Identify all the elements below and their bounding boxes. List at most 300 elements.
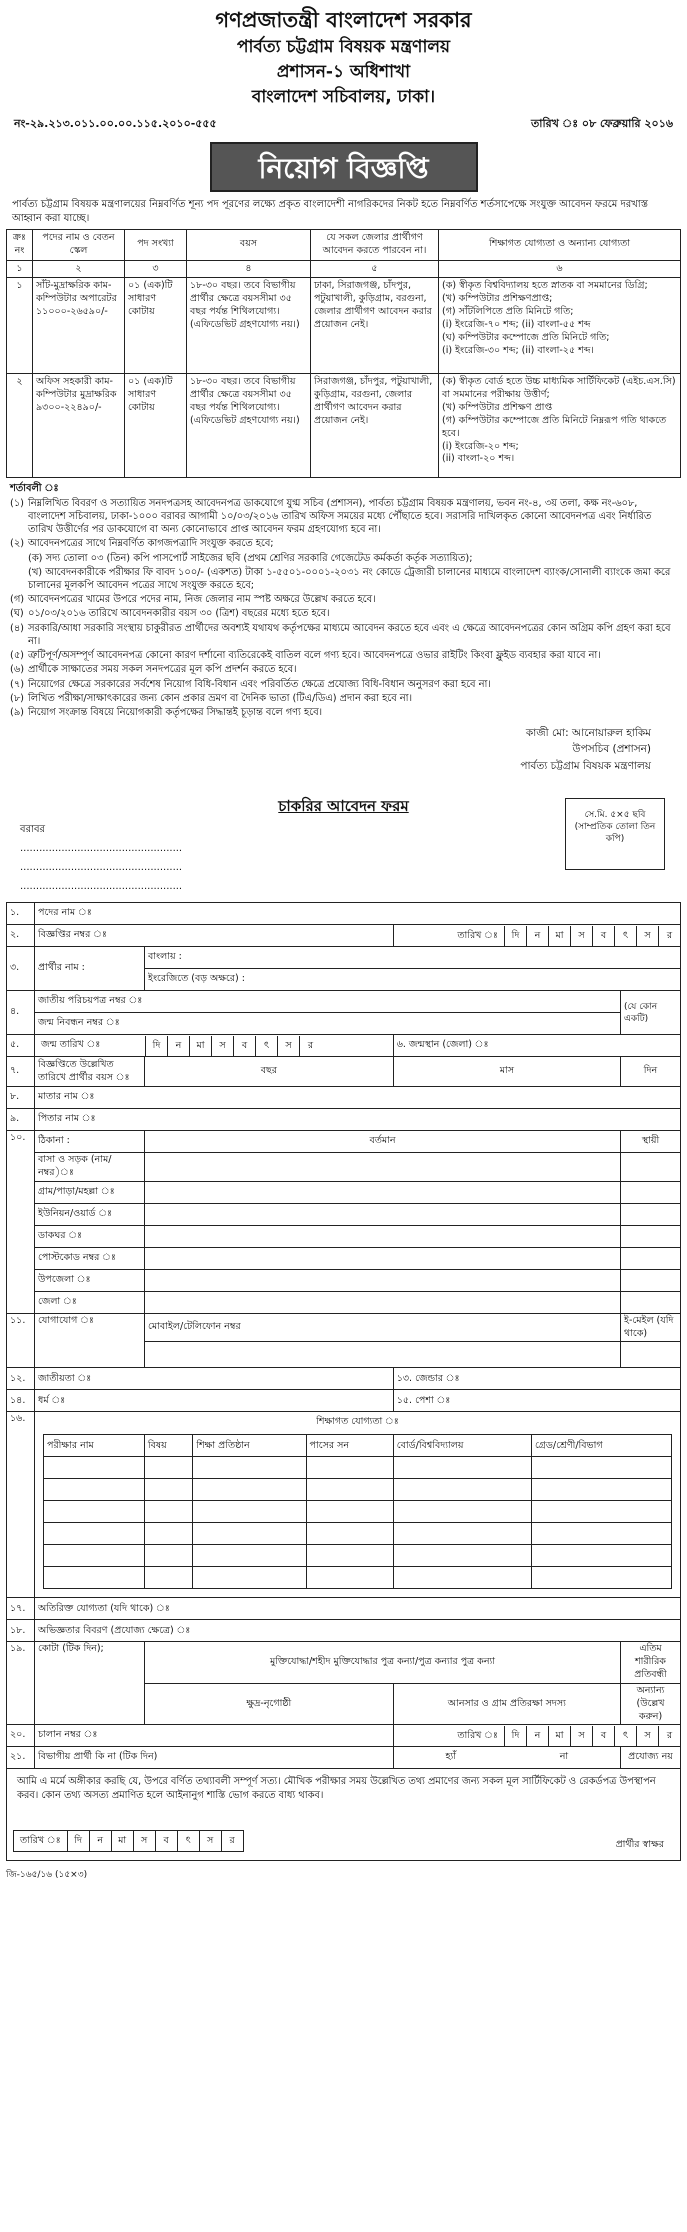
addressee-line[interactable]: ................................................... [20, 843, 183, 855]
qualification-line: (i) ইংরেজি-৭০ শব্দ; (ii) বাংলা-৫৫ শব্দ [442, 318, 591, 330]
term-number: (২) [10, 538, 25, 550]
address-line-row [7, 1225, 681, 1247]
departmental-label: বিভাগীয় প্রার্থী কি না (টিক দিন) [35, 1747, 394, 1769]
religion-field[interactable]: ধর্ম ঃ [35, 1390, 394, 1412]
term-item [10, 692, 677, 705]
term-text: ০১/০৩/২০১৬ তারিখে আবেদনকারীর বয়স ৩০ (ত্রিশ) বছরের মধ্যে হতে হবে। [28, 608, 330, 620]
name-bangla-field[interactable]: বাংলায় : [145, 947, 681, 969]
date-box[interactable]: স [636, 926, 658, 946]
present-address-cell[interactable] [145, 1203, 621, 1225]
term-item [10, 552, 677, 565]
option-yes[interactable]: হ্যাঁ [445, 1751, 457, 1763]
date-box[interactable]: ন [526, 1726, 548, 1746]
address-line-row [7, 1247, 681, 1269]
qualification-line: (i) ইংরেজি-২০ শব্দ; [442, 440, 519, 452]
education-header-row [44, 1435, 672, 1457]
email-header: ই-মেইল (যদি থাকে) [621, 1313, 681, 1342]
gender-field[interactable] [393, 1368, 680, 1390]
date-box[interactable]: স [277, 1036, 299, 1056]
education-cell-input[interactable] [193, 1501, 306, 1523]
ministry-name: পার্বত্য চট্টগ্রাম বিষয়ক মন্ত্রণালয় [236, 37, 451, 58]
education-cell-input[interactable] [531, 1479, 671, 1501]
birthplace-field[interactable]: ৬. জন্মস্থান (জেলা) ঃ [393, 1035, 680, 1057]
term-item [10, 649, 677, 662]
email-field[interactable] [621, 1342, 681, 1368]
date-box[interactable]: ৎ [614, 926, 636, 946]
education-cell-input[interactable] [393, 1523, 531, 1545]
address-line-label: পোস্টকোড নম্বর ঃ [35, 1247, 145, 1269]
form-row-circular [7, 925, 681, 947]
row-number: ১০. [7, 1131, 35, 1314]
declaration-cell [7, 1769, 681, 1860]
col-number: ৬ [439, 260, 681, 278]
post-name-field[interactable]: পদের নাম ঃ [35, 903, 681, 925]
row-number: ১৪. [7, 1390, 35, 1412]
row-number: ১. [7, 903, 35, 925]
signatory-name: কাজী মো: আনোয়ারুল হাকিম [525, 727, 651, 740]
row-number: ৯. [7, 1109, 35, 1131]
office-location: বাংলাদেশ সচিবালয়, ঢাকা। [251, 87, 436, 108]
footer-code: জি-১৬৫/১৬ (১৫×৩) [6, 1869, 88, 1880]
form-row-address-head [7, 1131, 681, 1153]
term-number: (৮) [10, 692, 25, 704]
form-row-challan [7, 1725, 681, 1747]
date-box[interactable]: স [211, 1036, 233, 1056]
vacancy-number-row [7, 260, 681, 278]
term-text: ত্রুটিপূর্ণ/অসম্পূর্ণ আবেদনপত্র কোনো কারণ দর্শানো ব্যতিরেকেই বাতিল বলে গণ্য হবে। আবেদনপত্রে ওভার রাইটিং কিংবা ফ্লুইড ব্যবহার করা যাবে না। [28, 650, 601, 662]
date-boxes [394, 926, 680, 946]
education-cell-input[interactable] [144, 1523, 192, 1545]
col-serial: ক্রঃ নং [7, 230, 33, 261]
quota-label: কোটা (টিক দিন); [35, 1642, 145, 1725]
row-number: ১৫. [396, 1394, 413, 1406]
education-row [44, 1479, 672, 1501]
education-cell-input[interactable] [531, 1501, 671, 1523]
date-box[interactable]: মা [111, 1831, 133, 1851]
addressee-label: বরাবর [20, 824, 46, 836]
education-cell-input[interactable] [306, 1567, 393, 1589]
address-line-row [7, 1269, 681, 1291]
term-item [10, 497, 677, 537]
term-number [10, 566, 28, 592]
experience-field[interactable]: অভিজ্ঞতার বিবরণ (প্রযোজ্য ক্ষেত্রে) ঃ [35, 1620, 681, 1642]
education-cell-input[interactable] [531, 1567, 671, 1589]
applicant-signature[interactable]: প্রার্থীর স্বাক্ষর [615, 1838, 664, 1850]
term-number: (৯) [10, 706, 25, 718]
reference-row [6, 117, 681, 132]
education-cell-input[interactable] [144, 1501, 192, 1523]
form-title: চাকরির আবেদন ফরম [278, 796, 409, 815]
row-number: ৩. [7, 947, 35, 991]
education-cell-input[interactable] [44, 1567, 145, 1589]
term-item [10, 593, 677, 606]
row-number: ১১. [7, 1313, 35, 1368]
vacancy-serial: ২ [7, 374, 33, 478]
contact-label: যোগাযোগ ঃ [35, 1313, 145, 1368]
date-box[interactable]: স [133, 1831, 155, 1851]
intro-text: পার্বত্য চট্টগ্রাম বিষয়ক মন্ত্রণালয়ের নিম্নবর্ণিত শূন্য পদ পূরণের লক্ষ্যে প্রকৃত বাংলাদেশী নাগরিকদের নিকট হতে নিম্নবর্ণিত শর্তসাপেক্ষে সংযুক্ত আবেদন ফরমে দরখাস্ত আহ্বান করা যাচ্ছে। [12, 199, 648, 224]
quota-ethnic-minority[interactable]: ক্ষুদ্র-নৃগোষ্ঠী [145, 1683, 394, 1724]
date-box[interactable]: মা [548, 1726, 570, 1746]
date-box[interactable]: ন [89, 1831, 111, 1851]
education-cell-input[interactable] [306, 1479, 393, 1501]
term-text: সরকারি/আধা সরকারি সংস্থায় চাকুরীরত প্রার্থীদের অবশ্যই যথাযথ কর্তৃপক্ষের মাধ্যমে আবেদন করতে হবে এবং এ ক্ষেত্রে আবেদনপত্রের কোন অগ্রিম কপি গ্রহণ করা হবে না। [28, 622, 671, 647]
education-col-board: বোর্ড/বিশ্ববিদ্যালয় [393, 1435, 531, 1457]
notice-banner: নিয়োগ বিজ্ঞপ্তি [210, 142, 478, 192]
education-cell-input[interactable] [44, 1457, 145, 1479]
row-number: ৭. [7, 1057, 35, 1087]
education-row [44, 1567, 672, 1589]
education-cell-input[interactable] [531, 1457, 671, 1479]
vacancy-row [7, 374, 681, 478]
departmental-options [393, 1747, 620, 1769]
qualification-line: (খ) কম্পিউটার প্রশিক্ষণপ্রাপ্ত; [442, 293, 553, 305]
circular-number-field[interactable]: বিজ্ঞপ্তির নম্বর ঃ [35, 925, 394, 947]
education-cell-input[interactable] [393, 1567, 531, 1589]
education-cell-input[interactable] [193, 1545, 306, 1567]
education-cell-input[interactable] [193, 1523, 306, 1545]
term-number: (৬) [10, 664, 25, 676]
present-address-cell[interactable] [145, 1269, 621, 1291]
vacancy-row [7, 278, 681, 374]
form-row-contact-head [7, 1313, 681, 1342]
present-address-header: বর্তমান [145, 1131, 621, 1153]
term-number: (গ) [10, 594, 25, 606]
col-number: ১ [7, 260, 33, 278]
date-box[interactable]: দি [145, 1036, 167, 1056]
issue-date: তারিখ ঃ ০৮ ফেব্রুয়ারি ২০১৬ [531, 117, 673, 131]
permanent-address-cell[interactable] [621, 1225, 681, 1247]
signatory-office: পার্বত্য চট্টগ্রাম বিষয়ক মন্ত্রণালয় [520, 759, 651, 772]
education-cell-input[interactable] [193, 1457, 306, 1479]
permanent-address-cell[interactable] [621, 1247, 681, 1269]
education-cell-input[interactable] [44, 1523, 145, 1545]
education-cell-input[interactable] [393, 1545, 531, 1567]
education-col-exam: পরীক্ষার নাম [44, 1435, 145, 1457]
education-cell-input[interactable] [393, 1501, 531, 1523]
date-box[interactable]: মা [548, 926, 570, 946]
education-table [43, 1434, 672, 1589]
occupation-field[interactable] [393, 1390, 680, 1412]
qualification-line: (ii) বাংলা-২০ শব্দ। [442, 453, 515, 465]
age-months-field[interactable]: মাস [393, 1057, 620, 1087]
education-col-year: পাসের সন [306, 1435, 393, 1457]
addressee-line[interactable]: ................................................... [20, 881, 183, 893]
address-line-label: বাসা ও সড়ক (নাম/নম্বর)ঃ [35, 1153, 145, 1182]
row-number: ১৬. [7, 1412, 35, 1598]
term-text: (ক) সদ্য তোলা ০৩ (তিন) কপি পাসপোর্ট সাইজের ছবি (প্রথম শ্রেণির সরকারি গেজেটেড কর্মকর্তা কর্তৃক সত্যায়িত); [28, 552, 473, 564]
present-address-cell[interactable] [145, 1181, 621, 1203]
qualification-line: (ক) স্বীকৃত বোর্ড হতে উচ্চ মাধ্যমিক সার্টিফিকেট (এইচ.এস.সি) বা সমমানের পরীক্ষায় উত্তীর্ণ; [442, 376, 676, 401]
header [6, 6, 681, 109]
term-item [10, 537, 677, 550]
vacancy-count: ০১ (এক)টি সাধারণ কোটায় [125, 278, 187, 374]
date-box[interactable]: দি [504, 1726, 526, 1746]
col-qualification: শিক্ষাগত যোগ্যতা ও অন্যান্য যোগ্যতা [439, 230, 681, 261]
qualification-line: (খ) কম্পিউটার প্রশিক্ষণ প্রাপ্ত [442, 402, 553, 414]
education-cell-input[interactable] [306, 1523, 393, 1545]
row-number: ১৩. [396, 1372, 413, 1384]
quota-other[interactable]: অন্যান্য (উল্লেখ করুন) [621, 1683, 681, 1724]
term-item [10, 663, 677, 676]
gender-label: জেন্ডার ঃ [415, 1372, 460, 1384]
term-text: (খ) আবেদনকারীকে পরীক্ষার ফি বাবদ ১০০/- (একশত) টাকা ১-৫৫০১-০০০১-২০৩১ নং কোডে ট্রেজারী চালানের মাধ্যমে বাংলাদেশ ব্যাংক/সোনালী ব্যাংকে জমা করে চালানের মূলকপি আবেদন পত্রের সাথে সংযুক্ত করতে হবে; [28, 566, 671, 591]
date-box[interactable]: মা [189, 1036, 211, 1056]
date-box[interactable]: দি [67, 1831, 89, 1851]
education-cell-input[interactable] [44, 1545, 145, 1567]
date-box[interactable]: স [199, 1831, 221, 1851]
date-box[interactable]: ব [155, 1831, 177, 1851]
form-top [6, 810, 681, 902]
term-item [10, 607, 677, 620]
education-col-institution: শিক্ষা প্রতিষ্ঠান [193, 1435, 306, 1457]
form-row-applicant-name-bn [7, 947, 681, 969]
term-number: (৪) [10, 622, 25, 634]
row-number: ১৮. [7, 1620, 35, 1642]
vacancy-serial: ১ [7, 278, 33, 374]
term-number [10, 552, 28, 565]
education-col-grade: গ্রেড/শ্রেণী/বিভাগ [531, 1435, 671, 1457]
col-age: বয়স [187, 230, 311, 261]
birth-registration-field[interactable]: জন্ম নিবন্ধন নম্বর ঃ [35, 1013, 621, 1035]
education-cell-input[interactable] [144, 1567, 192, 1589]
date-box[interactable]: ন [167, 1036, 189, 1056]
col-number: ৩ [125, 260, 187, 278]
term-text: আবেদনপত্রের সাথে নিম্নবর্ণিত কাগজপত্রাদি সংযুক্ত করতে হবে; [28, 538, 274, 550]
quota-orphan-disabled[interactable]: এতিম শারীরিক প্রতিবন্ধী [621, 1642, 681, 1683]
education-cell-input[interactable] [531, 1523, 671, 1545]
vacancy-age: ১৮-৩০ বছর। তবে বিভাগীয় প্রার্থীর ক্ষেত্রে বয়সসীমা ৩৫ বছর পর্যন্ত শিথিলযোগ্য। (এফিডেভিট গ্রহণযোগ্য নয়।) [187, 278, 311, 374]
date-box[interactable]: র [658, 926, 680, 946]
form-row-extra-qualification [7, 1598, 681, 1620]
form-row-dob [7, 1035, 681, 1057]
challan-date-field[interactable] [393, 1725, 680, 1747]
form-row-nationality [7, 1368, 681, 1390]
term-item [10, 678, 677, 691]
education-cell-input[interactable] [193, 1479, 306, 1501]
vacancy-count: ০১ (এক)টি সাধারণ কোটায় [125, 374, 187, 478]
mobile-header: মোবাইল/টেলিফোন নম্বর [145, 1313, 621, 1342]
term-text: আবেদনপত্রের খামের উপরে পদের নাম, নিজ জেলার নাম স্পষ্ট অক্ষরে উল্লেখ করতে হবে। [28, 594, 376, 606]
date-boxes [394, 1726, 680, 1746]
form-row-nid [7, 991, 681, 1013]
applicant-name-label: প্রার্থীর নাম : [35, 947, 145, 991]
qualification-line: (গ) কম্পিউটার কম্পোজে প্রতি মিনিটে নিম্নরূপ গতি থাকতে হবে। [442, 414, 667, 439]
declaration-text: আমি এ মর্মে অঙ্গীকার করছি যে, উপরে বর্ণিত তথ্যাবলী সম্পূর্ণ সত্য। মৌখিক পরীক্ষার সময় উল্লেখিত তথ্য প্রমাণের জন্য সকল মূল সার্টিফিকেট ও রেকর্ডপত্র উপস্থাপন করব। কোন তথ্য অসত্য প্রমাণিত হলে আইনানুগ শাস্তি ভোগ করতে বাধ্য থাকব। [17, 1776, 656, 1801]
qualification-line: (গ) সাঁটলিপিতে প্রতি মিনিটে গতি; [442, 306, 574, 318]
present-address-cell[interactable] [145, 1247, 621, 1269]
row-number: ৮. [7, 1087, 35, 1109]
permanent-address-cell[interactable] [621, 1153, 681, 1182]
father-name-field[interactable]: পিতার নাম ঃ [35, 1109, 681, 1131]
row-number: ৫. [7, 1035, 35, 1057]
date-box[interactable]: ৎ [255, 1036, 277, 1056]
vacancy-age: ১৮-৩০ বছর। তবে বিভাগীয় প্রার্থীর ক্ষেত্রে বয়সসীমা ৩৫ বছর পর্যন্ত শিথিলযোগ্য। (এফিডেভিট গ্রহণযোগ্য নয়।) [187, 374, 311, 478]
row-number: ১৯. [7, 1642, 35, 1725]
date-box[interactable]: দি [504, 926, 526, 946]
mother-name-field[interactable]: মাতার নাম ঃ [35, 1087, 681, 1109]
form-row-education [7, 1412, 681, 1598]
form-row-religion [7, 1390, 681, 1412]
education-cell-input[interactable] [44, 1479, 145, 1501]
term-number: (৫) [10, 650, 25, 662]
row-number: ১২. [7, 1368, 35, 1390]
date-label: তারিখ ঃ [457, 1729, 498, 1741]
permanent-address-cell[interactable] [621, 1291, 681, 1313]
qualification-line: (ঘ) কম্পিউটার কম্পোজে প্রতি মিনিটে গতি; [442, 331, 610, 343]
date-box[interactable]: র [299, 1036, 321, 1056]
address-line-row [7, 1153, 681, 1182]
declaration-date-boxes [13, 1830, 244, 1852]
nationality-field[interactable]: জাতীয়তা ঃ [35, 1368, 394, 1390]
date-box[interactable]: স [636, 1726, 658, 1746]
address-line-label: গ্রাম/পাড়া/মহল্লা ঃ [35, 1181, 145, 1203]
education-cell-input[interactable] [144, 1479, 192, 1501]
date-box[interactable]: স [570, 926, 592, 946]
form-row-father [7, 1109, 681, 1131]
address-line-row [7, 1181, 681, 1203]
dob-boxes [35, 1036, 393, 1056]
vacancy-post: সাঁট-মুদ্রাক্ষরিক কাম-কম্পিউটার অপারেটর ১১০০০-২৬৫৯০/- [33, 278, 125, 374]
form-row-age [7, 1057, 681, 1087]
education-cell-input[interactable] [306, 1501, 393, 1523]
application-form-table [6, 902, 681, 1861]
form-row-birth-reg [7, 1013, 681, 1035]
permanent-address-cell[interactable] [621, 1181, 681, 1203]
date-box[interactable]: ৎ [614, 1726, 636, 1746]
present-address-cell[interactable] [145, 1291, 621, 1313]
row-number: ৪. [7, 991, 35, 1035]
address-line-label: ইউনিয়ন/ওয়ার্ড ঃ [35, 1203, 145, 1225]
row-number: ১৭. [7, 1598, 35, 1620]
education-cell-input[interactable] [531, 1545, 671, 1567]
form-row-declaration [7, 1769, 681, 1860]
education-cell-input[interactable] [144, 1457, 192, 1479]
term-item [10, 566, 677, 592]
date-label: তারিখ ঃ [20, 1834, 61, 1846]
education-row [44, 1501, 672, 1523]
address-line-label: জেলা ঃ [35, 1291, 145, 1313]
departmental-option-row [394, 1751, 620, 1764]
form-row-mother [7, 1087, 681, 1109]
education-cell-input[interactable] [44, 1501, 145, 1523]
reference-number: নং-২৯.২১৩.০১১.০০.০০.১১৫.২০১০-৫৫৫ [14, 117, 217, 131]
challan-number-field[interactable]: চালান নম্বর ঃ [35, 1725, 394, 1747]
term-text: প্রার্থীকে সাক্ষাতের সময় সকল সনদপত্রের মূল কপি প্রদর্শন করতে হবে। [28, 664, 297, 676]
education-row [44, 1545, 672, 1567]
vacancy-post: অফিস সহকারী কাম-কম্পিউটার মুদ্রাক্ষরিক ৯৩০০-২২৪৯০/- [33, 374, 125, 478]
education-heading: শিক্ষাগত যোগ্যতা ঃ [316, 1416, 399, 1428]
section-name: প্রশাসন-১ অধিশাখা [276, 62, 411, 83]
date-box[interactable]: স [570, 1726, 592, 1746]
present-address-cell[interactable] [145, 1225, 621, 1247]
education-cell-input[interactable] [144, 1545, 192, 1567]
row-number: ২১. [7, 1747, 35, 1769]
address-line-label: উপজেলা ঃ [35, 1269, 145, 1291]
form-row-experience [7, 1620, 681, 1642]
date-box[interactable]: ৎ [177, 1831, 199, 1851]
date-box[interactable]: ব [233, 1036, 255, 1056]
row-number: ২. [7, 925, 35, 947]
nid-field[interactable]: জাতীয় পরিচয়পত্র নম্বর ঃ [35, 991, 621, 1013]
col-count: পদ সংখ্যা [125, 230, 187, 261]
advertisement-page [6, 4, 681, 2226]
address-line-row [7, 1291, 681, 1313]
quota-freedom-fighter[interactable]: মুক্তিযোদ্ধা/শহীদ মুক্তিযোদ্ধার পুত্র কন্যা/পুত্র কন্যার পুত্র কন্যা [145, 1642, 621, 1683]
col-number: ৫ [311, 260, 439, 278]
option-no[interactable]: না [559, 1751, 569, 1763]
term-item [10, 622, 677, 648]
terms-section [6, 482, 681, 719]
dob-label: জন্ম তারিখ ঃ [41, 1039, 101, 1051]
education-cell [35, 1412, 681, 1598]
option-not-applicable[interactable]: প্রযোজ্য নয় [621, 1747, 681, 1769]
present-address-cell[interactable] [145, 1153, 621, 1182]
permanent-address-cell[interactable] [621, 1269, 681, 1291]
date-box[interactable]: ব [592, 1726, 614, 1746]
address-line-row [7, 1203, 681, 1225]
term-text: নিয়োগের ক্ষেত্রে সরকারের সর্বশেষ নিয়োগ বিধি-বিধান এবং পরিবর্তিত ক্ষেত্রে প্রযোজ্য বিধি-বিধান অনুসরণ করা হবে না। [28, 678, 491, 690]
vacancy-header-row [7, 230, 681, 261]
col-number: ৪ [187, 260, 311, 278]
quota-ansar-vdp[interactable]: আনসার ও গ্রাম প্রতিরক্ষা সদস্য [393, 1683, 620, 1724]
education-cell-input[interactable] [306, 1545, 393, 1567]
qualification-line: (ক) স্বীকৃত বিশ্ববিদ্যালয় হতে স্নাতক বা সমমানের ডিগ্রি; [442, 280, 648, 292]
date-label: তারিখ ঃ [457, 929, 498, 941]
term-text: লিখিত পরীক্ষা/সাক্ষাৎকারের জন্য কোন প্রকার ভ্রমণ বা দৈনিক ভাতা (টিএ/ডিএ) প্রদান করা হবে না। [28, 692, 412, 704]
age-years-field[interactable]: বছর [145, 1057, 394, 1087]
circular-date-field[interactable] [393, 925, 680, 947]
date-box[interactable]: ন [526, 926, 548, 946]
term-text: নিম্নলিখিত বিবরণ ও সত্যায়িত সনদপত্রসহ আবেদনপত্র ডাকযোগে যুগ্ম সচিব (প্রশাসন), পার্বত্য চট্টগ্রাম বিষয়ক মন্ত্রণালয়, ভবন নং-৪, ৩য় তলা, কক্ষ নং-৬০৮, বাংলাদেশ সচিবালয়, ঢাকা-১০০০ বরাবর আগামী ১০/০৩/২০১৬ তারিখ অফিস সময়ের মধ্যে পৌঁছাতে হবে। সরাসরি দাখিলকৃত কোনো আবেদনপত্র এবং নির্ধারিত তারিখ উত্তীর্ণের পর ডাকযোগে বা অন্য কোনোভাবে প্রাপ্ত আবেদন ফরম গ্রহণযোগ্য হবে না। [28, 497, 652, 536]
extra-qualification-field[interactable]: অতিরিক্ত যোগ্যতা (যদি থাকে) ঃ [35, 1598, 681, 1620]
col-number: ২ [33, 260, 125, 278]
vacancy-districts: সিরাজগঞ্জ, চাঁদপুর, পটুয়াখালী, কুড়িগ্রাম, বরগুনা, জেলার প্রার্থীগণ আবেদন করার প্রয়োজন নেই। [311, 374, 439, 478]
qualification-line: (i) ইংরেজি-৩০ শব্দ; (ii) বাংলা-২৫ শব্দ। [442, 344, 594, 356]
mobile-field[interactable] [145, 1342, 621, 1368]
education-cell-input[interactable] [306, 1457, 393, 1479]
vacancy-qualification [439, 374, 681, 478]
signatory-designation: উপসচিব (প্রশাসন) [572, 743, 651, 756]
col-post: পদের নাম ও বেতন স্কেল [33, 230, 125, 261]
form-row-quota [7, 1642, 681, 1683]
address-line-label: ডাকঘর ঃ [35, 1225, 145, 1247]
form-row-post [7, 903, 681, 925]
age-days-field[interactable]: দিন [621, 1057, 681, 1087]
education-cell-input[interactable] [393, 1457, 531, 1479]
permanent-address-cell[interactable] [621, 1203, 681, 1225]
addressee-block [20, 820, 182, 896]
dob-field[interactable] [35, 1035, 394, 1057]
term-number: (৭) [10, 678, 25, 690]
term-item [10, 706, 677, 719]
date-box[interactable]: র [658, 1726, 680, 1746]
education-cell-input[interactable] [193, 1567, 306, 1589]
one-of-note: (যে কোন একটি) [621, 991, 681, 1035]
education-cell-input[interactable] [393, 1479, 531, 1501]
signature-row [13, 1830, 674, 1852]
addressee-line[interactable]: ................................................... [20, 862, 183, 874]
education-row [44, 1523, 672, 1545]
photo-box[interactable]: সে.মি. ৫×৫ ছবি (সাম্প্রতিক তোলা তিন কপি) [565, 798, 665, 870]
term-number: (১) [10, 497, 25, 509]
term-text: নিয়োগ সংক্রান্ত বিষয়ে নিয়োগকারী কর্তৃপক্ষের সিদ্ধান্তই চূড়ান্ত বলে গণ্য হবে। [28, 706, 323, 718]
name-english-field[interactable]: ইংরেজিতে (বড় অক্ষরে) : [145, 969, 681, 991]
date-box[interactable]: ব [592, 926, 614, 946]
occupation-label: পেশা ঃ [415, 1394, 451, 1406]
date-box[interactable]: র [221, 1831, 243, 1851]
col-districts: যে সকল জেলার প্রার্থীগণ আবেদন করতে পারবেন না। [311, 230, 439, 261]
